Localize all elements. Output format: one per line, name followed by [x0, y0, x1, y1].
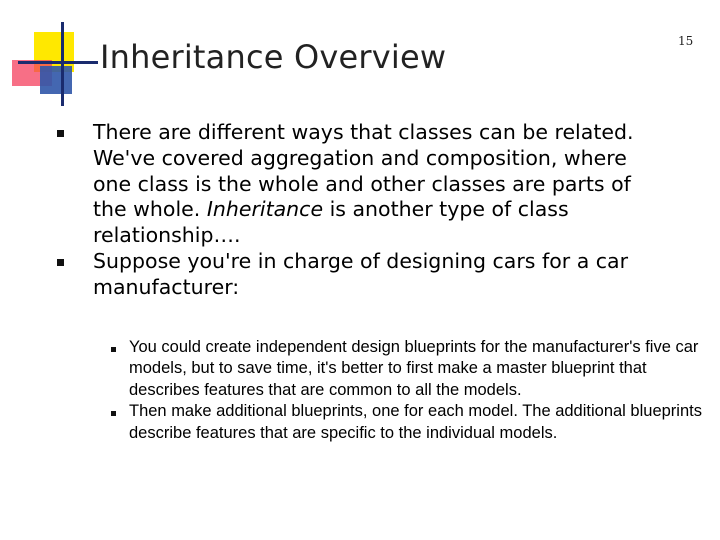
bullet-text-before: There are different ways that classes can be related. We've covered aggregation and composition, where one class is the whole and other classes are parts of the whole.	[93, 120, 634, 222]
bullet-text: Suppose you're in charge of designing cars for a car manufacturer:	[93, 248, 629, 299]
sub-bullet-item-master-blueprint	[113, 337, 703, 401]
bullet-item-inheritance-intro	[55, 120, 655, 249]
page-number: 15	[678, 34, 694, 48]
logo-blue-square	[40, 66, 72, 94]
sub-bullet-text: You could create independent design blueprints for the manufacturer's five car models, but to save time, it's better to first make a master blueprint that describes features that are common to all the models.	[129, 338, 699, 399]
logo-horizontal-line	[18, 61, 98, 64]
slide-logo-decoration	[0, 0, 100, 110]
square-bullet-icon	[57, 259, 64, 266]
sub-bullet-text: Then make additional blueprints, one for each model. The additional blueprints describe features that are specific to the individual models.	[129, 402, 702, 442]
main-bullet-list	[55, 120, 655, 301]
bullet-text-after: is another type of class relationship….	[93, 197, 569, 248]
sub-bullet-item-additional-blueprints	[113, 401, 703, 444]
bullet-item-car-manufacturer	[55, 249, 655, 301]
square-bullet-icon	[111, 411, 116, 416]
bullet-emphasis: Inheritance	[206, 197, 324, 222]
sub-bullet-list	[113, 337, 703, 444]
square-bullet-icon	[111, 347, 116, 352]
slide-title: Inheritance Overview	[100, 38, 447, 76]
square-bullet-icon	[57, 130, 64, 137]
logo-vertical-line	[61, 22, 64, 106]
